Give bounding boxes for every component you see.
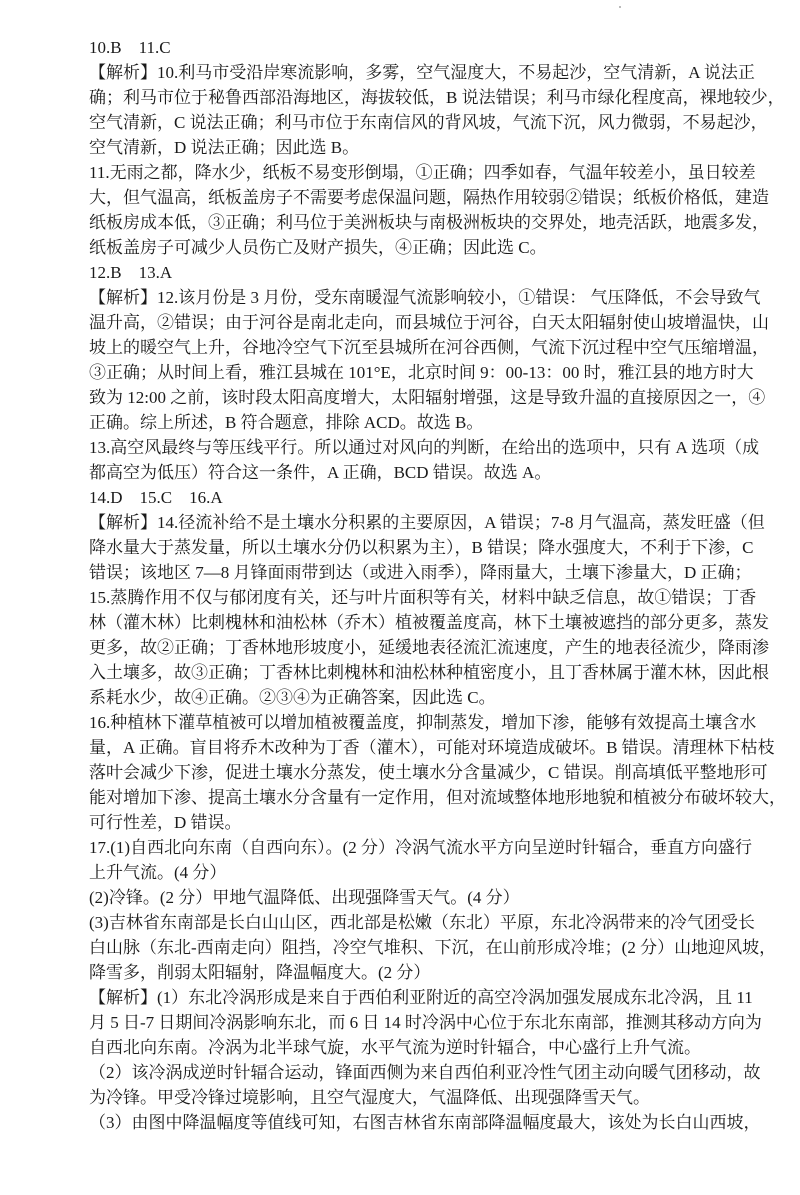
text-line: 坡上的暖空气上升，谷地冷空气下沉至县城所在河谷西侧，气流下沉过程中空气压缩增温， [89,338,769,357]
text-line: （2）该冷涡成逆时针辐合运动，锋面西侧为来自西伯利亚冷性气团主动向暖气团移动，故 [89,1063,761,1082]
scan-speck [619,6,621,8]
paragraph [89,910,777,985]
text-line: 15.蒸腾作用不仅与郁闭度有关，还与叶片面积等有关，材料中缺乏信息，故①错误；丁香 [89,588,757,607]
text-line: 纸板房成本低，③正确；利马位于美洲板块与南极洲板块的交界处，地壳活跃，地震多发， [89,213,769,232]
text-line: 11.无雨之都，降水少，纸板不易变形倒塌，①正确；四季如春，气温年较差小，虽日较差 [89,163,756,182]
paragraph [89,585,769,710]
paragraph [89,885,741,910]
paragraph [89,710,786,835]
text-line: 入土壤多，故③正确；丁香林比刺槐林和油松林种植密度小，且丁香林属于灌木林，因此根 [89,663,769,682]
answer-document [89,35,786,1135]
text-line: 大，但气温高，纸板盖房子不需要考虑保温问题，隔热作用较弱②错误；纸板价格低，建造 [89,188,769,207]
text-line: (2)冷锋。(2 分）甲地气温降低、出现强降雪天气。(4 分） [89,888,520,907]
text-line: 【解析】14.径流补给不是土壤水分积累的主要原因，A 错误；7-8 月气温高，蒸发旺盛（但 [89,513,765,532]
paragraph [89,835,752,885]
text-line: 确；利马市位于秘鲁西部沿海地区，海拔较低，B 说法错误；利马市绿化程度高，裸地较少， [89,88,785,107]
text-line: 12.B 13.A [89,263,173,282]
text-line: 错误；该地区 7—8 月锋面雨带到达（或进入雨季），降雨量大，土壤下渗量大，D 正确； [89,563,752,582]
paragraph [89,1110,761,1135]
text-line: 【解析】10.利马市受沿岸寒流影响，多雾，空气湿度大，不易起沙，空气清新，A 说法正 [89,63,755,82]
text-line: 自西北向东南。冷涡为北半球气旋，水平气流为逆时针辐合，中心盛行上升气流。 [89,1038,701,1057]
text-line: 林（灌木林）比刺槐林和油松林（乔木）植被覆盖度高，林下土壤被遮挡的部分更多，蒸发 [89,613,769,632]
text-line: 都高空为低压）符合这一条件，A 正确，BCD 错误。故选 A。 [89,463,552,482]
paragraph [89,510,765,585]
paragraph [89,435,760,485]
text-line: 17.(1)自西北向东南（自西向东）。(2 分）冷涡气流水平方向呈逆时针辐合，垂直方向盛行 [89,838,752,857]
text-line: 可行性差，D 错误。 [89,813,242,832]
text-line: ③正确；从时间上看，雅江县城在 101°E，北京时间 9：00-13：00 时，雅江县的地方时大 [89,363,754,382]
text-line: (3)吉林省东南部是长白山山区，西北部是松嫩（东北）平原，东北冷涡带来的冷气团受长 [89,913,755,932]
paragraph [89,260,741,285]
text-line: 降水量大于蒸发量，所以土壤水分仍以积累为主），B 错误；降水强度大，不利于下渗，C [89,538,754,557]
text-line: 13.高空风最终与等压线平行。所以通过对风向的判断，在给出的选项中，只有 A 选项（成 [89,438,760,457]
text-line: 能对增加下渗、提高土壤水分含量有一定作用，但对流域整体地形地貌和植被分布破坏较大， [89,788,786,807]
text-line: 10.B 11.C [89,38,171,57]
text-line: 落叶会减少下渗，促进土壤水分蒸发，使土壤水分含量减少，C 错误。削高填低平整地形可 [89,763,768,782]
text-line: （3）由图中降温幅度等值线可知，右图吉林省东南部降温幅度最大，该处为长白山西坡， [89,1113,761,1132]
text-line: 温升高，②错误；由于河谷是南北走向，而县城位于河谷，白天太阳辐射使山坡增温快，山 [89,313,769,332]
text-line: 空气清新，D 说法正确；因此选 B。 [89,138,360,157]
text-line: 纸板盖房子可减少人员伤亡及财产损失，④正确；因此选 C。 [89,238,547,257]
paragraph [89,35,741,60]
text-line: 上升气流。(4 分） [89,863,227,882]
text-line: 正确。综上所述，B 符合题意，排除 ACD。故选 B。 [89,413,484,432]
paragraph [89,285,769,435]
text-line: 空气清新，C 说法正确；利马市位于东南信风的背风坡，气流下沉，风力微弱，不易起沙， [89,113,768,132]
text-line: 量，A 正确。盲目将乔木改种为丁香（灌木），可能对环境造成破坏。B 错误。清理林下枯枝 [89,738,775,757]
text-line: 【解析】(1）东北冷涡形成是来自于西伯利亚附近的高空冷涡加强发展成东北冷涡，且 11 [89,988,753,1007]
text-line: 为冷锋。甲受冷锋过境影响，且空气湿度大，气温降低、出现强降雪天气。 [89,1088,650,1107]
paragraph [89,985,762,1060]
paragraph [89,160,769,260]
text-line: 【解析】12.该月份是 3 月份，受东南暖湿气流影响较小，①错误： 气压降低，不会导致气 [89,288,761,307]
text-line: 14.D 15.C 16.A [89,488,223,507]
text-line: 致为 12:00 之前，该时段太阳高度增大，太阳辐射增强，这是导致升温的直接原因之一，④ [89,388,766,407]
text-line: 更多，故②正确；丁香林地形坡度小，延缓地表径流汇流速度，产生的地表径流少，降雨渗 [89,638,769,657]
paragraph [89,485,741,510]
text-line: 16.种植林下灌草植被可以增加植被覆盖度，抑制蒸发，增加下渗，能够有效提高土壤含水 [89,713,757,732]
text-line: 白山脉（东北-西南走向）阻挡，冷空气堆积、下沉，在山前形成冷堆；(2 分）山地迎风坡， [89,938,777,957]
paragraph [89,60,785,160]
text-line: 月 5 日-7 日期间冷涡影响东北，而 6 日 14 时冷涡中心位于东北东南部，推测其移动方向为 [89,1013,762,1032]
paragraph [89,1060,761,1110]
text-line: 降雪多，削弱太阳辐射，降温幅度大。(2 分） [89,963,431,982]
text-line: 系耗水少，故④正确。②③④为正确答案，因此选 C。 [89,688,496,707]
